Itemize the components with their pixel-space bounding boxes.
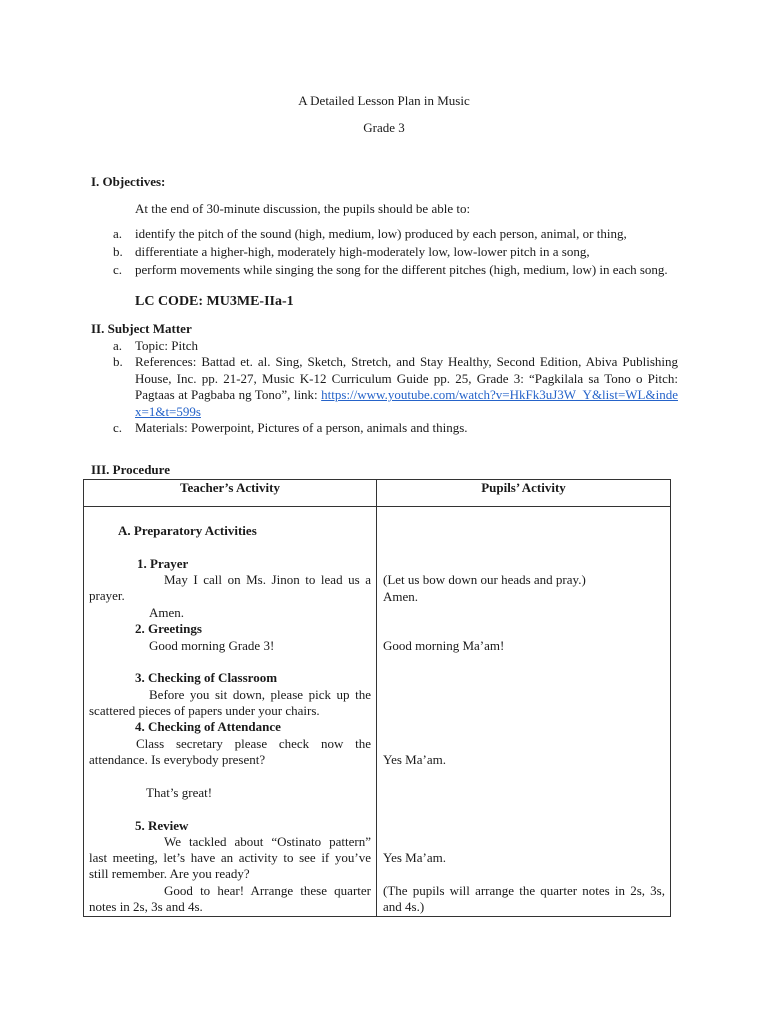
- prayer-text: May I call on Ms. Jinon to lead us a prayer.: [89, 572, 371, 603]
- topic-text: Topic: Pitch: [135, 338, 199, 353]
- grade-label: Grade 3: [363, 120, 405, 135]
- objective-text: perform movements while singing the song for the different pitches (high, medium, low) in each song.: [135, 262, 668, 277]
- review-text: We tackled about “Ostinato pattern” last meeting, let’s have an activity to see if you’ve still remember. Are you ready?: [89, 834, 371, 881]
- objectives-heading: I. Objectives:: [91, 174, 166, 189]
- attendance-followup: That’s great!: [146, 785, 213, 800]
- table-column-divider: [376, 479, 377, 917]
- attendance-reply: Yes Ma’am.: [383, 752, 446, 767]
- subject-matter-heading: II. Subject Matter: [91, 321, 192, 336]
- classroom-title: 3. Checking of Classroom: [135, 670, 278, 685]
- materials-text: Materials: Powerpoint, Pictures of a person, animals and things.: [135, 420, 468, 435]
- youtube-link[interactable]: https://www.youtube.com/watch?v=HkFk3uJ3W_Y&list=WL&index=1&t=599s: [135, 387, 678, 419]
- objectives-intro: At the end of 30-minute discussion, the pupils should be able to:: [135, 201, 471, 216]
- table-border-bottom: [83, 916, 671, 917]
- objective-text: identify the pitch of the sound (high, medium, low) produced by each person, animal, or thing,: [135, 226, 627, 241]
- list-marker: c.: [113, 420, 123, 435]
- procedure-heading: III. Procedure: [91, 462, 170, 477]
- references-paragraph: [135, 354, 678, 420]
- review-reply-2: (The pupils will arrange the quarter notes in 2s, 3s, and 4s.): [383, 883, 665, 914]
- preparatory-activities-heading: A. Preparatory Activities: [118, 523, 257, 538]
- teacher-activity-header: Teacher’s Activity: [179, 480, 280, 495]
- list-marker: a.: [113, 338, 123, 353]
- list-marker: a.: [113, 226, 123, 241]
- list-marker: b.: [113, 354, 123, 369]
- list-marker: b.: [113, 244, 123, 259]
- references-text: References: Battad et. al. Sing, Sketch, Stretch, and Stay Healthy, Second Edition, Abiva Publishing House, Inc. pp. 21-27, Music K-12 Curriculum Guide pp. 25, Grade 3: “Pagkilala sa Tono o Pitch: Pagtaas at Pagbaba ng Tono”, link:: [135, 354, 678, 402]
- objective-text: differentiate a higher-high, moderately high-moderately low, low-lower pitch in a song,: [135, 244, 590, 259]
- attendance-title: 4. Checking of Attendance: [135, 719, 281, 734]
- classroom-text: Before you sit down, please pick up the scattered pieces of papers under your chairs.: [89, 687, 371, 718]
- prayer-reply: (Let us bow down our heads and pray.): [383, 572, 586, 587]
- document-title: A Detailed Lesson Plan in Music: [298, 93, 470, 108]
- greetings-reply: Good morning Ma’am!: [383, 638, 505, 653]
- pupils-activity-header: Pupils’ Activity: [481, 480, 566, 495]
- review-text-2: Good to hear! Arrange these quarter notes in 2s, 3s and 4s.: [89, 883, 371, 914]
- table-border-left: [83, 479, 84, 917]
- table-header-divider: [83, 506, 671, 507]
- list-marker: c.: [113, 262, 123, 277]
- table-border-right: [670, 479, 671, 917]
- review-reply: Yes Ma’am.: [383, 850, 446, 865]
- review-title: 5. Review: [135, 818, 189, 833]
- prayer-reply-amen: Amen.: [383, 589, 419, 604]
- attendance-text: Class secretary please check now the attendance. Is everybody present?: [89, 736, 371, 767]
- prayer-amen: Amen.: [149, 605, 185, 620]
- lc-code: LC CODE: MU3ME-IIa-1: [135, 294, 294, 309]
- greetings-text: Good morning Grade 3!: [149, 638, 275, 653]
- prayer-title: 1. Prayer: [137, 556, 189, 571]
- greetings-title: 2. Greetings: [135, 621, 202, 636]
